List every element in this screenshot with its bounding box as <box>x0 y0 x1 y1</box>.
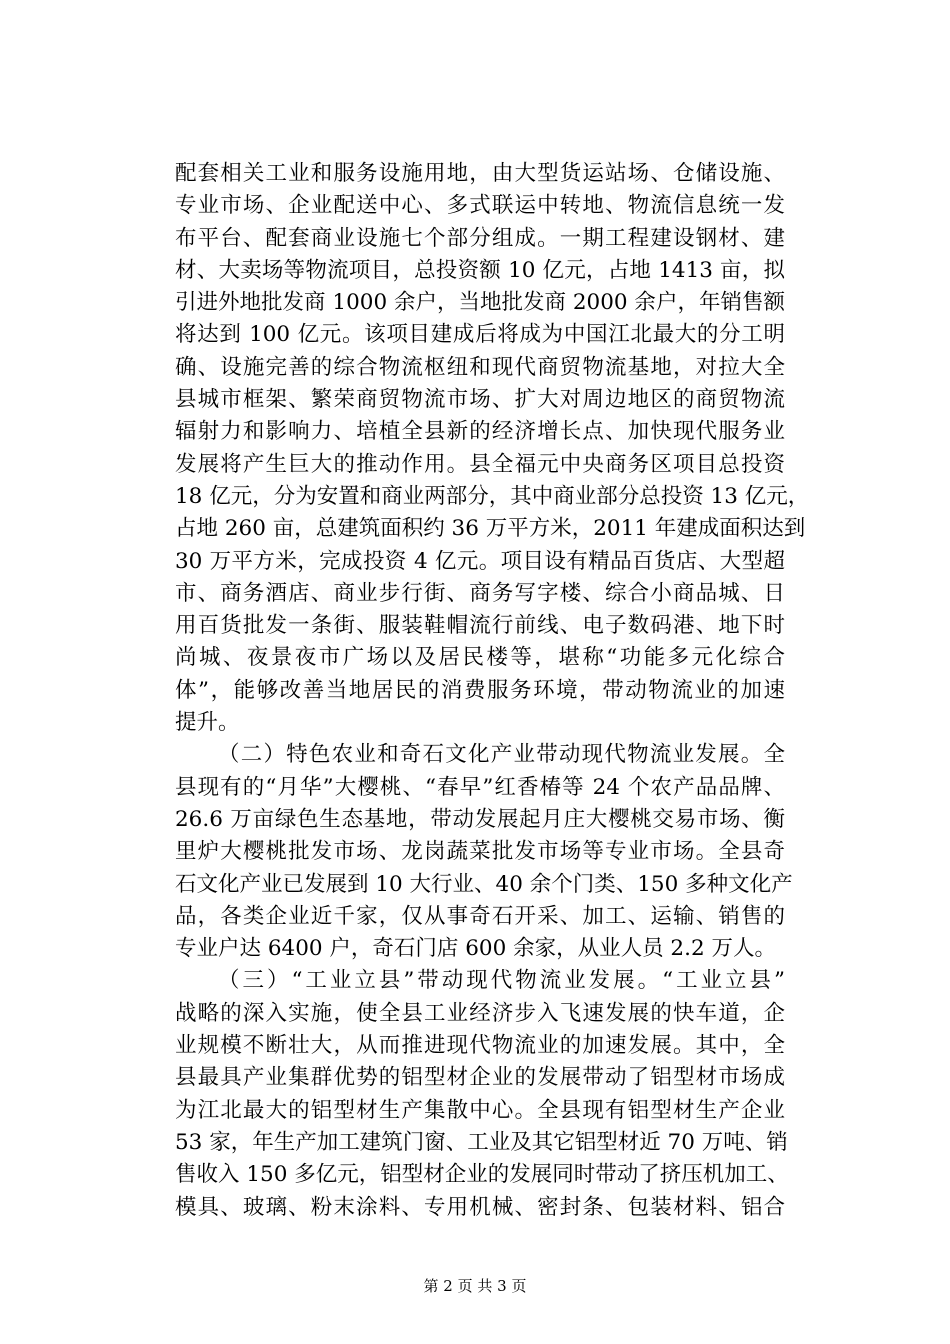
section-heading-line: （二）特色农业和奇石文化产业带动现代物流业发展。全 <box>218 742 785 768</box>
text-line: 材、大卖场等物流项目，总投资额 10 亿元，占地 1413 亩，拟 <box>175 257 785 283</box>
text-line: 体”，能够改善当地居民的消费服务环境，带动物流业的加速 <box>175 677 785 703</box>
body-text <box>175 158 810 1224</box>
text-line: 市、商务酒店、商业步行街、商务写字楼、综合小商品城、日 <box>175 580 785 606</box>
text-line: 确、设施完善的综合物流枢纽和现代商贸物流基地，对拉大全 <box>175 354 785 380</box>
text-line: 专业户达 6400 户，奇石门店 600 余家，从业人员 2.2 万人。 <box>175 936 776 962</box>
text-line: 提升。 <box>175 710 240 736</box>
text-line: 专业市场、企业配送中心、多式联运中转地、物流信息统一发 <box>175 193 785 219</box>
text-line: 尚城、夜景夜市广场以及居民楼等，堪称“功能多元化综合 <box>175 645 785 671</box>
text-line: 布平台、配套商业设施七个部分组成。一期工程建设钢材、建 <box>175 225 785 251</box>
text-line: 53 家，年生产加工建筑门窗、工业及其它铝型材近 70 万吨、销 <box>175 1129 788 1155</box>
text-line: 售收入 150 多亿元，铝型材企业的发展同时带动了挤压机加工、 <box>175 1162 789 1188</box>
text-line: 26.6 万亩绿色生态基地，带动发展起月庄大樱桃交易市场、衡 <box>175 806 785 832</box>
text-line: 用百货批发一条街、服装鞋帽流行前线、电子数码港、地下时 <box>175 613 785 639</box>
page-number-label: 第 2 页 共 3 页 <box>423 1277 527 1295</box>
text-line: 模具、玻璃、粉末涂料、专用机械、密封条、包装材料、铝合 <box>175 1194 785 1220</box>
text-line: 配套相关工业和服务设施用地，由大型货运站场、仓储设施、 <box>175 161 785 186</box>
text-line: 县城市框架、繁荣商贸物流市场、扩大对周边地区的商贸物流 <box>175 387 785 413</box>
text-line: 辐射力和影响力、培植全县新的经济增长点、加快现代服务业 <box>175 419 785 445</box>
page-footer <box>0 1276 950 1296</box>
text-line: 发展将产生巨大的推动作用。县全福元中央商务区项目总投资 <box>175 451 785 477</box>
text-line: 品，各类企业近千家，仅从事奇石开采、加工、运输、销售的 <box>175 903 785 929</box>
text-line: 县现有的“月华”大樱桃、“春早”红香椿等 24 个农产品品牌、 <box>175 774 785 800</box>
text-line: 战略的深入实施，使全县工业经济步入飞速发展的快车道，企 <box>175 1000 785 1026</box>
text-line: 30 万平方米，完成投资 4 亿元。项目设有精品百货店、大型超 <box>175 548 785 574</box>
text-line: 将达到 100 亿元。该项目建成后将成为中国江北最大的分工明 <box>175 322 785 348</box>
text-line: 里炉大樱桃批发市场、龙岗蔬菜批发市场等专业市场。全县奇 <box>175 839 785 865</box>
text-line: 为江北最大的铝型材生产集散中心。全县现有铝型材生产企业 <box>175 1097 785 1123</box>
section-heading-line: （三）“工业立县”带动现代物流业发展。“工业立县” <box>218 968 785 994</box>
text-line: 引进外地批发商 1000 余户，当地批发商 2000 余户，年销售额 <box>175 290 785 316</box>
text-line: 业规模不断壮大，从而推进现代物流业的加速发展。其中，全 <box>175 1033 785 1059</box>
text-line: 占地 260 亩，总建筑面积约 36 万平方米，2011 年建成面积达到 <box>175 516 806 542</box>
text-line: 县最具产业集群优势的铝型材企业的发展带动了铝型材市场成 <box>175 1065 785 1091</box>
text-line: 18 亿元，分为安置和商业两部分，其中商业部分总投资 13 亿元， <box>175 483 810 509</box>
text-line: 石文化产业已发展到 10 大行业、40 余个门类、150 多种文化产 <box>175 871 793 897</box>
